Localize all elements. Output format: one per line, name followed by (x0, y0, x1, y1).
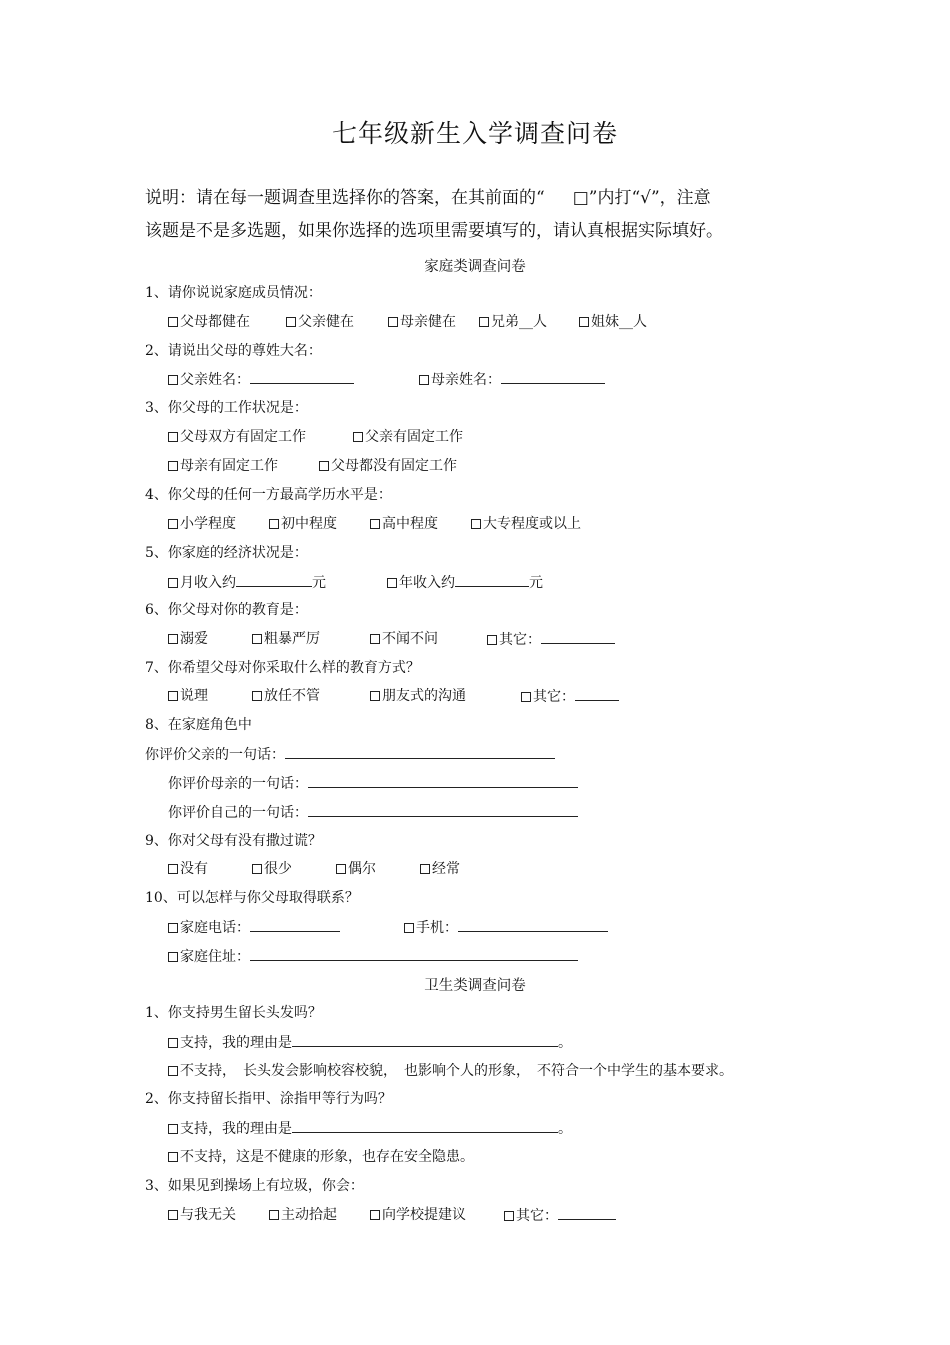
hygiene-question-3: 3、如果见到操场上有垃圾，你会： (145, 1178, 364, 1194)
hygiene-question-1: 1、你支持男生留长头发吗？ (145, 1005, 322, 1021)
page-title: 七年级新生入学调查问卷 (331, 119, 618, 148)
yearly-income-field[interactable]: 年收入约 元 (387, 572, 543, 593)
question-3-options-row-1 (168, 427, 768, 447)
option[interactable]: 父亲健在 (286, 312, 354, 332)
mobile-field[interactable]: 手机： (404, 917, 608, 938)
option[interactable]: 很少 (252, 859, 292, 879)
question-9: 9、你对父母有没有撒过谎？ (145, 833, 322, 849)
section-heading-family: 家庭类调查问卷 (424, 259, 526, 275)
option[interactable]: 朋友式的沟通 (370, 686, 466, 706)
option[interactable]: 父母都没有固定工作 (319, 456, 457, 476)
checkbox[interactable] (471, 519, 481, 529)
mother-comment-field[interactable]: 你评价母亲的一句话： (168, 773, 578, 793)
checkbox[interactable] (420, 864, 430, 874)
question-6-options (168, 629, 768, 649)
checkbox[interactable] (504, 1211, 514, 1221)
option-other[interactable]: 其它： (521, 686, 619, 707)
instructions-line-2: 该题是不是多选题，如果你选择的选项里需要填写的，请认真根据实际填好。 (145, 221, 723, 241)
question-6: 6、你父母对你的教育是： (145, 602, 308, 618)
home-phone-blank[interactable] (250, 917, 340, 932)
question-2: 2、请说出父母的尊姓大名： (145, 343, 322, 359)
option[interactable]: 不闻不问 (370, 629, 438, 649)
checkbox[interactable] (168, 375, 178, 385)
option[interactable]: 母亲有固定工作 (168, 456, 278, 476)
home-address-field[interactable]: 家庭住址： (168, 946, 768, 966)
question-7-options (168, 686, 768, 706)
question-8: 8、在家庭角色中 (145, 717, 252, 733)
checkbox[interactable] (168, 634, 178, 644)
option[interactable]: 主动拾起 (269, 1205, 337, 1225)
reason-blank[interactable] (292, 1118, 558, 1133)
question-5: 5、你家庭的经济状况是： (145, 545, 308, 561)
instructions-line-1: 说明：请在每一题调查里选择你的答案，在其前面的“ □”内打“√”，注意 (145, 188, 711, 208)
checkbox[interactable] (168, 317, 178, 327)
checkbox[interactable] (168, 1152, 178, 1162)
checkbox[interactable] (168, 432, 178, 442)
instructions (145, 182, 805, 248)
option[interactable]: 偶尔 (336, 859, 376, 879)
monthly-income-blank[interactable] (236, 572, 312, 587)
checkbox[interactable] (370, 691, 380, 701)
checkbox[interactable] (168, 461, 178, 471)
question-1-options (168, 312, 768, 332)
father-name-blank[interactable] (250, 369, 354, 384)
option[interactable]: 小学程度 (168, 514, 236, 534)
father-comment-field[interactable]: 你评价父亲的一句话： (145, 744, 555, 764)
checkbox[interactable] (479, 317, 489, 327)
self-comment-field[interactable]: 你评价自己的一句话： (168, 802, 578, 822)
checkbox[interactable] (252, 634, 262, 644)
checkbox[interactable] (404, 923, 414, 933)
option[interactable]: 父母双方有固定工作 (168, 427, 306, 447)
home-address-blank[interactable] (250, 946, 578, 961)
checkbox[interactable] (168, 1124, 178, 1134)
checkbox[interactable] (168, 1038, 178, 1048)
checkbox[interactable] (269, 1210, 279, 1220)
checkbox[interactable] (419, 375, 429, 385)
checkbox[interactable] (370, 634, 380, 644)
option-other[interactable]: 其它： (487, 629, 615, 650)
option[interactable]: 向学校提建议 (370, 1205, 466, 1225)
hygiene-q1-support[interactable]: 支持，我的理由是 。 (168, 1032, 572, 1052)
option[interactable]: 父亲有固定工作 (353, 427, 463, 447)
checkbox[interactable] (579, 317, 589, 327)
checkbox[interactable] (387, 578, 397, 588)
hygiene-q1-oppose[interactable]: 不支持， 长头发会影响校容校貌， 也影响个人的形象， 不符合一个中学生的基本要求。 (168, 1061, 733, 1081)
mother-name-field[interactable]: 母亲姓名： (419, 369, 605, 390)
father-name-field[interactable]: 父亲姓名： (168, 369, 354, 390)
option[interactable]: 经常 (420, 859, 460, 879)
other-blank[interactable] (558, 1205, 616, 1220)
checkbox[interactable] (168, 923, 178, 933)
question-4: 4、你父母的任何一方最高学历水平是： (145, 487, 392, 503)
question-4-options (168, 514, 768, 534)
option[interactable]: 姐妹__人 (579, 312, 647, 332)
option[interactable]: 父母都健在 (168, 312, 250, 332)
option[interactable]: 没有 (168, 859, 208, 879)
question-5-fields (168, 572, 768, 592)
other-blank[interactable] (541, 629, 615, 644)
checkbox[interactable] (521, 692, 531, 702)
question-3: 3、你父母的工作状况是： (145, 400, 308, 416)
hygiene-q3-options (168, 1205, 768, 1225)
checkbox[interactable] (168, 864, 178, 874)
option-other[interactable]: 其它： (504, 1205, 616, 1226)
checkbox[interactable] (252, 864, 262, 874)
monthly-income-field[interactable]: 月收入约 元 (168, 572, 326, 593)
mobile-blank[interactable] (458, 917, 608, 932)
reason-blank[interactable] (292, 1032, 558, 1047)
question-1: 1、请你说说家庭成员情况： (145, 285, 322, 301)
option[interactable]: 说理 (168, 686, 208, 706)
checkbox[interactable] (269, 519, 279, 529)
checkbox[interactable] (370, 1210, 380, 1220)
option[interactable]: 母亲健在 (388, 312, 456, 332)
option[interactable]: 放任不管 (252, 686, 320, 706)
option[interactable]: 与我无关 (168, 1205, 236, 1225)
checkbox[interactable] (388, 317, 398, 327)
mother-comment-blank[interactable] (308, 773, 578, 788)
hygiene-q2-oppose[interactable]: 不支持，这是不健康的形象，也存在安全隐患。 (168, 1147, 474, 1167)
option[interactable]: 初中程度 (269, 514, 337, 534)
checkbox[interactable] (168, 1210, 178, 1220)
checkbox[interactable] (252, 691, 262, 701)
hygiene-q2-support[interactable]: 支持，我的理由是 。 (168, 1118, 572, 1138)
question-10-fields (168, 917, 768, 937)
checkbox-sample: □ (572, 188, 589, 208)
checkbox[interactable] (487, 635, 497, 645)
option[interactable]: 大专程度或以上 (471, 514, 581, 534)
checkbox[interactable] (353, 432, 363, 442)
option[interactable]: 高中程度 (370, 514, 438, 534)
home-phone-field[interactable]: 家庭电话： (168, 917, 340, 938)
yearly-income-blank[interactable] (455, 572, 529, 587)
checkbox[interactable] (286, 317, 296, 327)
checkbox[interactable] (336, 864, 346, 874)
option[interactable]: 粗暴严厉 (252, 629, 320, 649)
other-blank[interactable] (575, 686, 619, 701)
hygiene-question-2: 2、你支持留长指甲、涂指甲等行为吗？ (145, 1091, 392, 1107)
checkbox[interactable] (168, 578, 178, 588)
self-comment-blank[interactable] (308, 802, 578, 817)
checkbox[interactable] (370, 519, 380, 529)
checkbox[interactable] (168, 1066, 178, 1076)
option[interactable]: 兄弟__人 (479, 312, 547, 332)
question-9-options (168, 859, 768, 879)
question-3-options-row-2 (168, 456, 768, 476)
section-heading-hygiene: 卫生类调查问卷 (424, 978, 526, 994)
father-comment-blank[interactable] (285, 744, 555, 759)
question-10: 10、可以怎样与你父母取得联系？ (145, 890, 359, 906)
checkbox[interactable] (168, 519, 178, 529)
checkbox[interactable] (168, 691, 178, 701)
checkbox[interactable] (168, 952, 178, 962)
option[interactable]: 溺爱 (168, 629, 208, 649)
mother-name-blank[interactable] (501, 369, 605, 384)
checkbox[interactable] (319, 461, 329, 471)
question-7: 7、你希望父母对你采取什么样的教育方式？ (145, 660, 420, 676)
question-2-fields (168, 369, 768, 389)
